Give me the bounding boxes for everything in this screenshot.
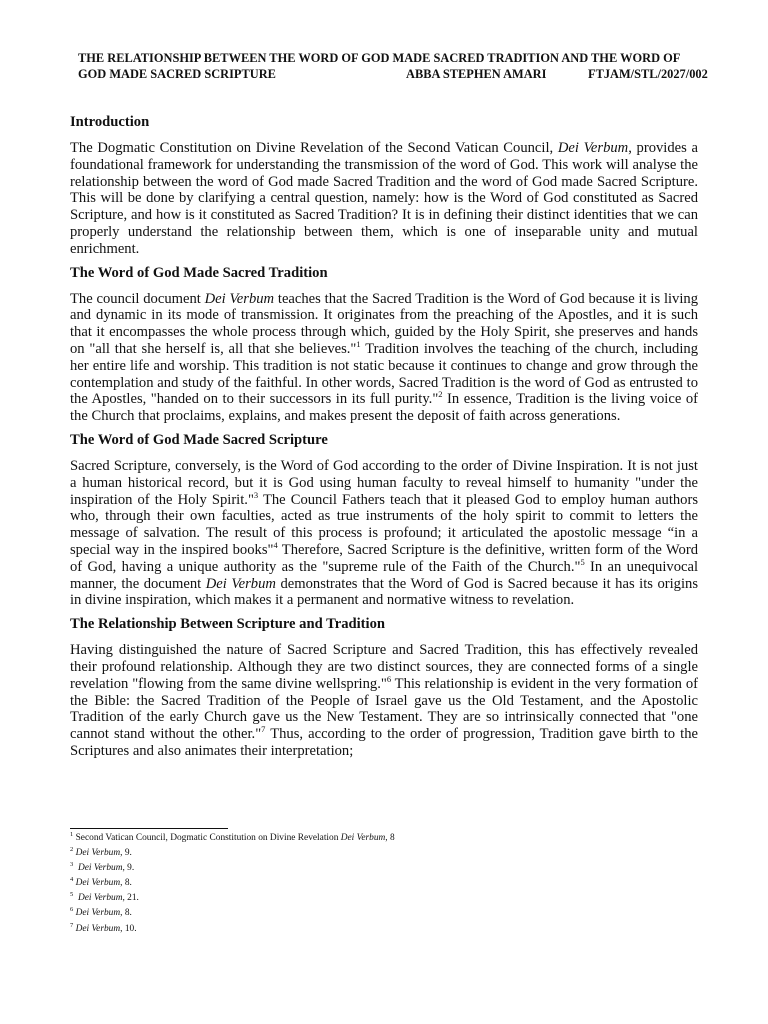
footnote-text: , 10.	[120, 923, 137, 934]
footnote-6	[70, 906, 698, 921]
header-line-2	[78, 66, 718, 82]
paragraph-tradition	[70, 291, 698, 425]
text-run: The Dogmatic Constitution on Divine Revelation of the Second Vatican Council,	[70, 140, 558, 156]
footnote-7	[70, 922, 698, 937]
text-run: , provides a foundational framework for understanding the transmission of the word of God. This work will analyse the relationship between the word of God made Sacred Tradition and the word of God made Sacred Scripture. This will be done by clarifying a central question, namely: how is the Word of God constituted as Sacred Scripture, and how is it constituted as Sacred Tradition? It is in defining their distinct identities that we can properly understand the relationship between them, which is one of inseparable unity and mutual enrichment.	[70, 140, 698, 257]
header-title-line-2: GOD MADE SACRED SCRIPTURE	[78, 67, 276, 81]
footnote-text: Second Vatican Council, Dogmatic Constitution on Divine Revelation	[73, 833, 341, 843]
text-run: Therefore, Sacred Scripture is the definitive, written form of the Word of God, having a unique authority as the "supreme rule of the Faith of the Church."	[70, 541, 698, 575]
section-heading-relationship: The Relationship Between Scripture and Tradition	[70, 616, 386, 633]
text-run: The Council Fathers teach that it pleased God to employ human authors who, through their own faculties, acted as true instruments of the holy spirit to commit to letters the message of salvation. The result of this process is profound; it articulated the apostolic message “in a special way in the inspired books"	[70, 491, 699, 558]
header-document-code: FTJAM/STL/2027/002	[588, 67, 708, 81]
footnote-ref-3[interactable]: 3	[253, 489, 259, 500]
footnote-3	[70, 861, 698, 876]
italic-title: Dei Verbum	[557, 140, 629, 156]
document-body	[70, 114, 698, 767]
section-heading-scripture: The Word of God Made Sacred Scripture	[70, 431, 328, 448]
text-run: In an unequivocal manner, the document	[70, 558, 698, 592]
footnotes	[70, 828, 698, 937]
text-run: Thus, according to the order of progression, Tradition gave birth to the Scriptures and also animates their interpretation;	[70, 726, 698, 759]
running-header	[78, 50, 718, 82]
footnote-text: , 8	[385, 833, 395, 843]
footnote-5	[70, 891, 698, 906]
footnote-separator	[70, 828, 228, 829]
header-author: ABBA STEPHEN AMARI	[406, 67, 547, 81]
footnote-italic: Dei Verbum	[75, 848, 121, 859]
text-run: Sacred Scripture, conversely, is the Word of God according to the order of Divine Inspiration. It is not just a human historical record, but it is God using human faculty to reveal himself to humanity "under the inspiration of the Holy Spirit."	[70, 457, 698, 508]
header-title-line-1: THE RELATIONSHIP BETWEEN THE WORD OF GOD MADE SACRED TRADITION AND THE WORD OF	[78, 51, 681, 65]
footnote-ref-5[interactable]: 5	[580, 556, 585, 567]
text-run: Having distinguished the nature of Sacred Scripture and Sacred Tradition, this has effectively revealed their profound relationship. Although they are two distinct sources, they are connected forms of a single revelation "flowing from the same divine wellspring."	[70, 642, 698, 692]
footnote-1	[70, 831, 698, 846]
footnote-text: , 8.	[120, 878, 132, 889]
text-run: teaches that the Sacred Tradition is the Word of God because it is living and dynamic in its mode of transmission. It originates from the preaching of the Apostles, and it is such that it encompasses the whole process through which, guided by the Holy Spirit, she preserves and hands on "all that she herself is, all that she believes."	[70, 290, 698, 357]
footnote-text: , 9.	[120, 848, 132, 859]
footnote-2	[70, 846, 698, 861]
section-heading-tradition: The Word of God Made Sacred Tradition	[70, 264, 328, 281]
paragraph-introduction	[70, 140, 698, 258]
footnote-ref-4[interactable]: 4	[273, 540, 278, 551]
footnote-ref-7[interactable]: 7	[261, 724, 266, 735]
footnote-italic: Dei Verbum	[340, 833, 386, 843]
footnote-text: , 8.	[120, 908, 132, 919]
text-run: demonstrates that the Word of God is Sacred because it has its origins in divine inspiration, which makes it a permanent and normative witness to revelation.	[70, 575, 698, 609]
italic-title: Dei Verbum	[204, 290, 275, 307]
text-run: This relationship is evident in the very formation of the Bible: the Sacred Tradition of the People of Israel gave us the Old Testament, and the Apostolic Tradition of the early Church gave us the New Testament. They are so intrinsically connected that "one cannot stand without the other."	[70, 675, 698, 743]
footnote-italic: Dei Verbum	[75, 908, 121, 919]
footnote-italic: Dei Verbum	[77, 893, 123, 904]
footnote-number: 1	[70, 830, 74, 838]
footnote-4	[70, 876, 698, 891]
paragraph-relationship	[70, 642, 698, 760]
footnote-number: 3	[70, 861, 74, 869]
footnote-ref-2[interactable]: 2	[438, 389, 443, 400]
footnote-text: , 9.	[122, 863, 135, 874]
text-run: Tradition involves the teaching of the church, including her entire life and worship. This tradition is not static because it continues to change and grow through the contemplation and study of the faithful. In other words, Sacred Tradition is the word of God as entrusted to the Apostles, "handed on to their successors in its full purity."	[70, 340, 698, 408]
footnote-number: 5	[70, 891, 74, 899]
footnote-italic: Dei Verbum	[77, 863, 123, 874]
footnote-number: 6	[70, 906, 74, 914]
footnote-ref-6[interactable]: 6	[386, 673, 392, 684]
text-run: The council document	[70, 290, 205, 307]
footnote-italic: Dei Verbum	[75, 878, 121, 889]
paragraph-scripture	[70, 458, 698, 609]
text-run: In essence, Tradition is the living voice of the Church that proclaims, explains, and makes present the deposit of faith across generations.	[70, 391, 698, 425]
footnote-text: , 21.	[122, 893, 139, 904]
section-heading-introduction: Introduction	[70, 114, 150, 130]
footnote-number: 7	[70, 921, 74, 929]
footnote-ref-1[interactable]: 1	[356, 339, 361, 350]
footnote-italic: Dei Verbum	[75, 923, 121, 934]
italic-title: Dei Verbum	[205, 575, 276, 592]
footnote-number: 2	[70, 845, 74, 853]
footnote-number: 4	[70, 876, 74, 884]
